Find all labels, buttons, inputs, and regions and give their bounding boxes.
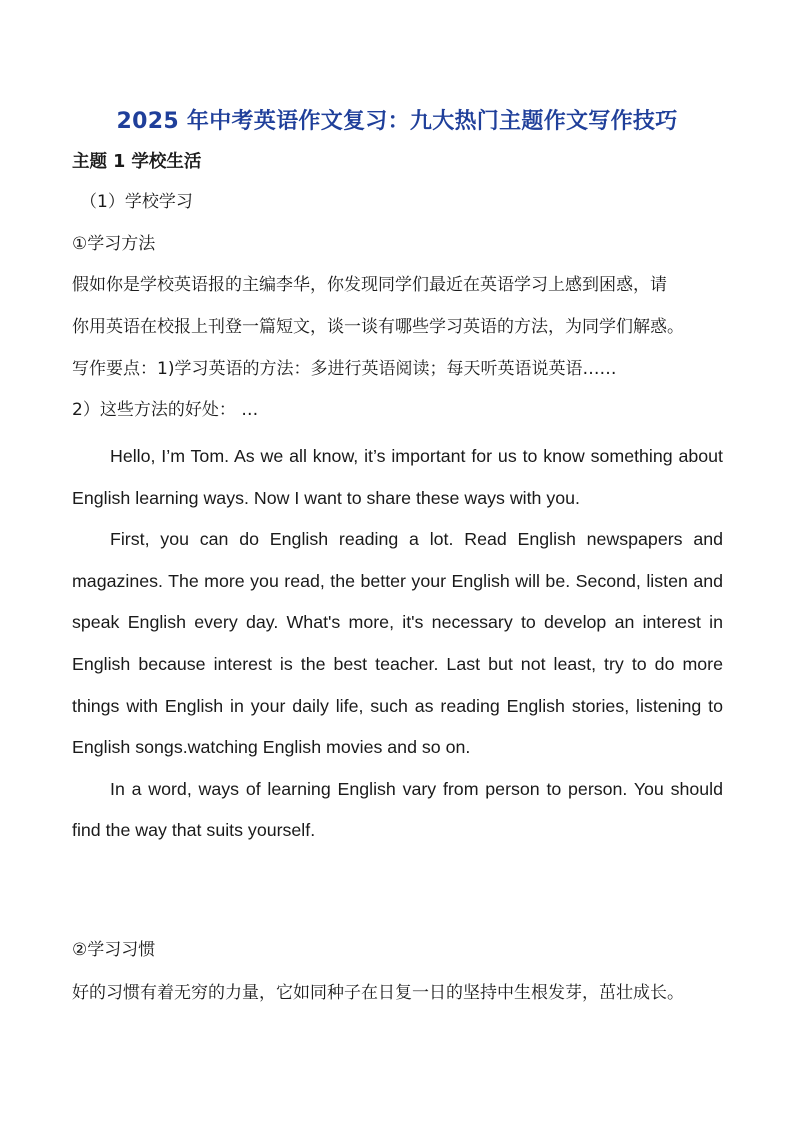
item-heading-methods: ①学习方法 (72, 234, 156, 254)
habit-intro-line: 好的习惯有着无穷的力量，它如同种子在日复一日的坚持中生根发芽，茁壮成长。 (72, 983, 684, 1003)
item-heading-habits: ②学习习惯 (72, 940, 156, 960)
topic-heading: 主题 1 学校生活 (72, 152, 202, 172)
requirement-line-1: 写作要点：1)学习英语的方法：多进行英语阅读；每天听英语说英语…… (72, 359, 617, 379)
requirement-line-2: 2）这些方法的好处： … (72, 400, 259, 420)
prompt-line-1: 假如你是学校英语报的主编李华，你发现同学们最近在英语学习上感到困惑，请 (72, 275, 667, 295)
prompt-line-2: 你用英语在校报上刊登一篇短文，谈一谈有哪些学习英语的方法，为同学们解惑。 (72, 317, 684, 337)
essay-paragraph: Hello, I’m Tom. As we all know, it’s important for us to know something about English learning ways. Now I want to share these ways with you. (72, 446, 723, 508)
essay-paragraph: First, you can do English reading a lot. Read English newspapers and magazines. The more you read, the better your English will be. Second, listen and speak English every day. What's more, it's necessary to develop an interest in English because interest is the best teacher. Last but not least, try to do more things with English in your daily life, such as reading English stories, listening to English songs.watching English movies and so on. (72, 529, 723, 758)
subsection-heading: （1）学校学习 (80, 192, 193, 212)
sample-essay (72, 436, 723, 852)
document-title: 2025 年中考英语作文复习：九大热门主题作文写作技巧 (116, 109, 678, 134)
essay-paragraph: In a word, ways of learning English vary from person to person. You should find the way that suits yourself. (72, 778, 723, 841)
